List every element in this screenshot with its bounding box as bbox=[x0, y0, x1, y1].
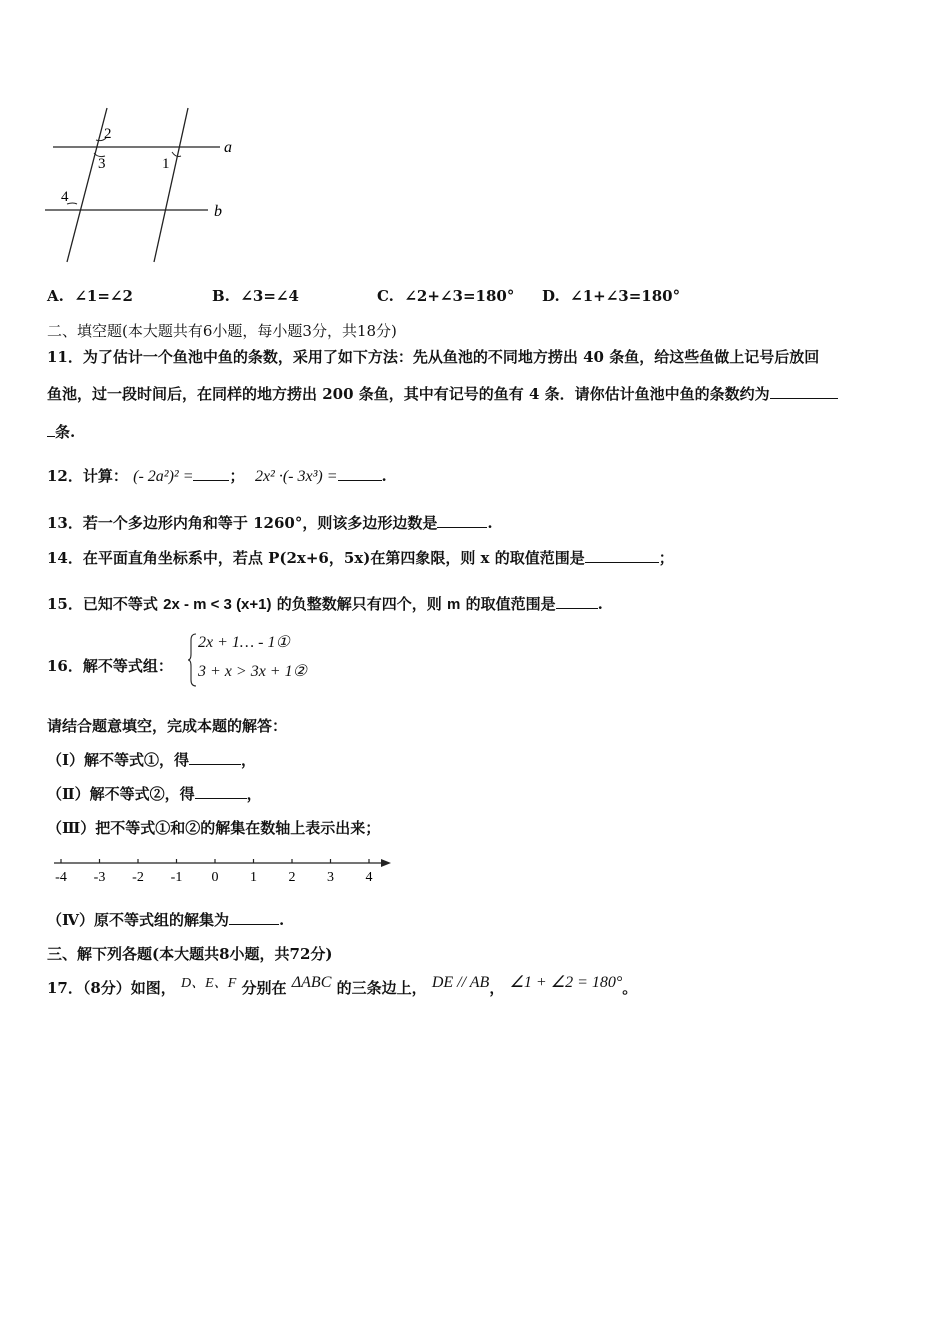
label-angle-1: 1 bbox=[162, 156, 170, 172]
q15-line bbox=[47, 593, 603, 614]
q11-line2 bbox=[47, 383, 838, 404]
number-line-tick-label: -1 bbox=[170, 870, 183, 885]
number-line-tick-label: -2 bbox=[132, 870, 144, 885]
label-angle-3: 3 bbox=[98, 156, 106, 172]
option-b-letter: B. bbox=[212, 287, 230, 305]
number-line bbox=[44, 852, 404, 888]
option-d-letter: D. bbox=[542, 287, 560, 305]
option-a-letter: A. bbox=[47, 287, 64, 305]
angle-arc-4 bbox=[67, 203, 77, 204]
q16-step2 bbox=[47, 783, 262, 804]
q17-line bbox=[47, 974, 638, 998]
q16-step2-text: （Ⅱ）解不等式②，得 bbox=[47, 785, 195, 803]
number-line-tick-label: 3 bbox=[327, 870, 334, 885]
q13-answer-blank[interactable] bbox=[437, 513, 487, 528]
q16-step3: （Ⅲ）把不等式①和②的解集在数轴上表示出来； bbox=[47, 819, 381, 837]
section-2-title: 二、填空题(本大题共有6小题，每小题3分，共18分) bbox=[47, 322, 397, 340]
option-d-text: ∠1+∠3=180° bbox=[570, 287, 681, 305]
q17-suffix: 的三条边上， bbox=[336, 979, 427, 997]
number-line-tick-label: -3 bbox=[93, 870, 106, 885]
q14-text: 14．在平面直角坐标系中，若点 P(2x+6，5x)在第四象限，则 x 的取值范围是 bbox=[47, 549, 585, 567]
q12-sep: ； bbox=[229, 467, 245, 485]
q14-line bbox=[47, 547, 674, 568]
q17-angle-sum: ∠1 + ∠2 = 180° bbox=[509, 974, 623, 991]
label-line-b: b bbox=[214, 203, 222, 220]
q13-text: 13．若一个多边形内角和等于 1260°，则该多边形边数是 bbox=[47, 514, 438, 532]
number-line-tick-label: 0 bbox=[211, 870, 219, 885]
option-a-text: ∠1=∠2 bbox=[74, 287, 133, 305]
q15-inequality: 2x - m < 3 (x+1) bbox=[163, 596, 272, 613]
number-line-arrow-icon bbox=[381, 859, 391, 867]
q17-parallel: DE // AB bbox=[431, 974, 490, 991]
q13-line bbox=[47, 512, 493, 533]
label-line-a: a bbox=[224, 139, 232, 156]
q17-comma: ， bbox=[489, 979, 505, 997]
transversal-right bbox=[154, 108, 188, 262]
option-c-letter: C. bbox=[377, 287, 394, 305]
option-a[interactable] bbox=[47, 287, 133, 305]
q16-step4-text: （Ⅳ）原不等式组的解集为 bbox=[47, 911, 230, 929]
parallel-lines-figure bbox=[40, 100, 250, 270]
number-line-tick-label: 1 bbox=[250, 870, 257, 885]
option-c-text: ∠2+∠3=180° bbox=[404, 287, 515, 305]
q12-end: . bbox=[381, 467, 387, 485]
option-b-text: ∠3=∠4 bbox=[240, 287, 299, 305]
q16-step1 bbox=[47, 749, 256, 770]
q11-line2-text: 鱼池，过一段时间后，在同样的地方捞出 200 条鱼，其中有记号的鱼有 4 条．请你估计鱼池中鱼的条数约为 bbox=[47, 385, 770, 403]
q16-step1-blank[interactable] bbox=[189, 750, 241, 765]
q11-line3 bbox=[47, 421, 75, 442]
angle-arc-1 bbox=[172, 152, 181, 157]
q11-answer-blank[interactable] bbox=[770, 384, 838, 399]
number-line-tick-label: -4 bbox=[55, 870, 67, 885]
q15-answer-blank[interactable] bbox=[556, 594, 598, 609]
q16-step4 bbox=[47, 909, 284, 930]
q17-points: D、E、F bbox=[181, 976, 237, 991]
q15-middle: 的负整数解只有四个，则 bbox=[276, 595, 442, 613]
q15-suffix: 的取值范围是 bbox=[465, 595, 556, 613]
option-c[interactable] bbox=[377, 287, 514, 305]
q11-answer-blank-cont[interactable] bbox=[47, 422, 55, 437]
q14-answer-blank[interactable] bbox=[585, 548, 659, 563]
q14-end: ； bbox=[658, 549, 674, 567]
q16-step4-blank[interactable] bbox=[229, 910, 279, 925]
q17-end: 。 bbox=[622, 979, 638, 997]
q16-step1-comma: ， bbox=[241, 751, 257, 769]
q16-intro: 请结合题意填空，完成本题的解答： bbox=[47, 717, 288, 735]
label-angle-4: 4 bbox=[61, 189, 69, 205]
transversal-left bbox=[67, 108, 107, 262]
q12-prefix: 12．计算： bbox=[47, 467, 128, 485]
q17-middle: 分别在 bbox=[241, 979, 287, 997]
q11-line3-text: 条. bbox=[55, 423, 76, 441]
q12-blank2[interactable] bbox=[338, 466, 382, 481]
label-angle-2: 2 bbox=[104, 126, 112, 142]
q16-ineq2: 3 + x > 3x + 1② bbox=[198, 663, 307, 680]
option-d[interactable] bbox=[542, 287, 680, 305]
q13-end: . bbox=[487, 514, 493, 532]
q12-blank1[interactable] bbox=[193, 466, 229, 481]
q17-triangle: ΔABC bbox=[291, 974, 332, 991]
option-b[interactable] bbox=[212, 287, 299, 305]
q11-line1: 11．为了估计一个鱼池中鱼的条数，采用了如下方法：先从鱼池的不同地方捞出 40 条鱼，给这些鱼做上记号后放回 bbox=[47, 348, 820, 366]
q16-ineq1: 2x + 1… - 1① bbox=[198, 634, 290, 651]
q16-step2-comma: ， bbox=[246, 785, 262, 803]
q16-step1-text: （Ⅰ）解不等式①，得 bbox=[47, 751, 190, 769]
number-line-tick-label: 4 bbox=[365, 870, 373, 885]
q16-prefix: 16．解不等式组： bbox=[47, 657, 173, 675]
number-line-tick-label: 2 bbox=[288, 870, 296, 885]
q15-prefix: 15．已知不等式 bbox=[47, 595, 158, 613]
q16-step4-period: . bbox=[279, 911, 285, 929]
q15-var-m: m bbox=[447, 596, 461, 613]
q12-line bbox=[47, 465, 387, 486]
section-3-title: 三、解下列各题(本大题共8小题，共72分) bbox=[47, 945, 333, 963]
q16-step2-blank[interactable] bbox=[195, 784, 247, 799]
q17-prefix: 17．（8分）如图， bbox=[47, 979, 176, 997]
q12-expr1: (- 2a²)² = bbox=[133, 468, 194, 485]
q12-expr2: 2x² ·(- 3x³) = bbox=[254, 468, 338, 485]
q15-end: . bbox=[597, 595, 603, 613]
system-brace bbox=[188, 632, 198, 688]
